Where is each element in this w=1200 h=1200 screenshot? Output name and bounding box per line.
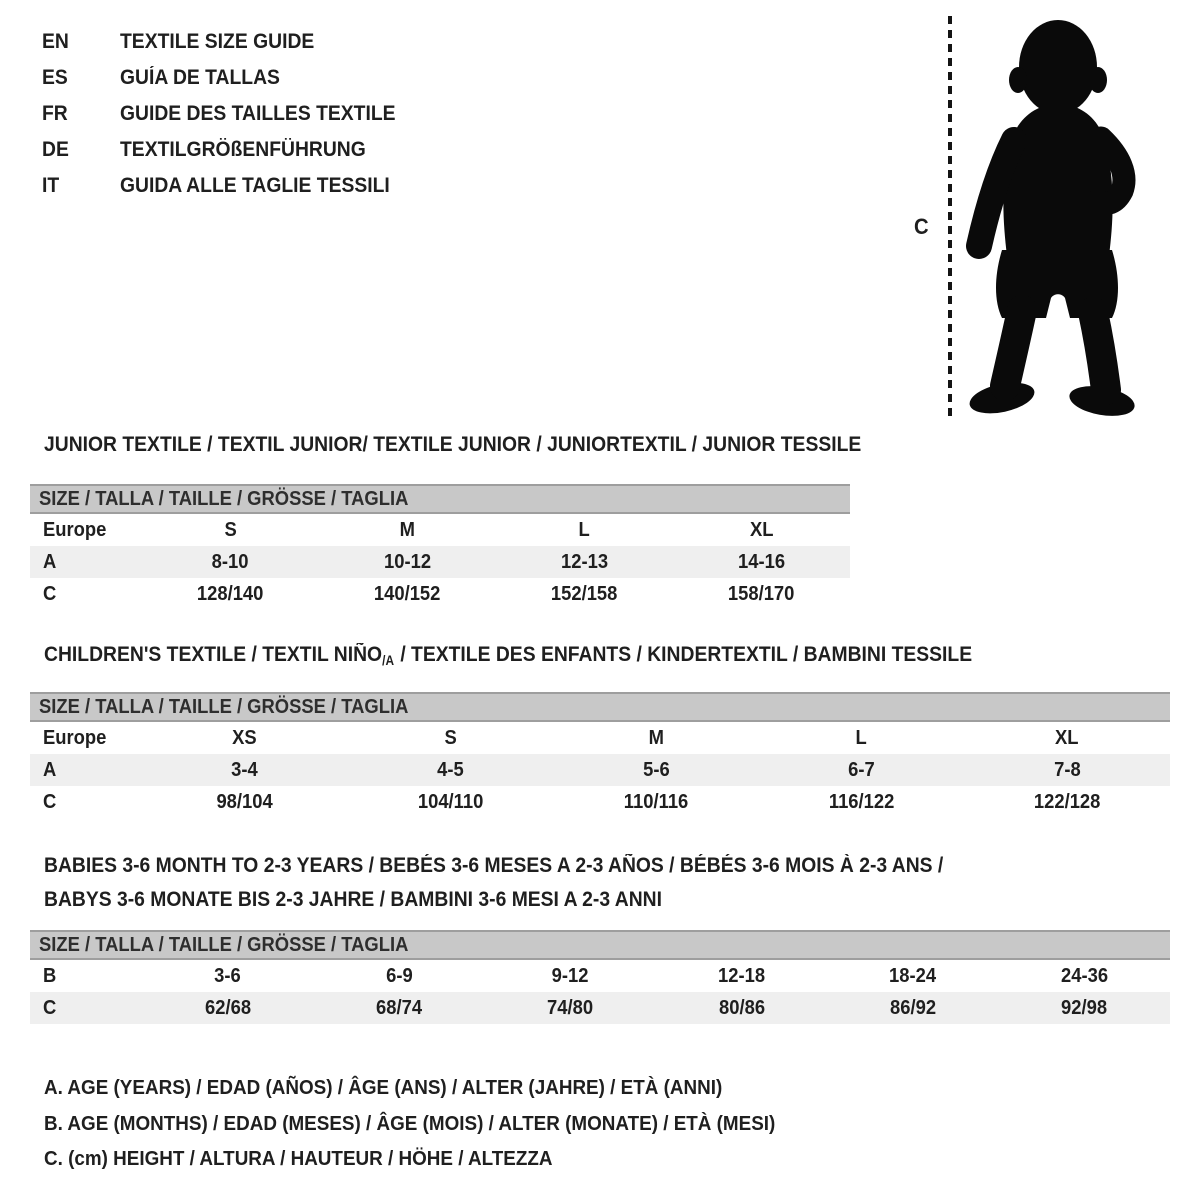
size-cell: L [578, 518, 591, 541]
table-row-months [30, 960, 1170, 992]
height-cell: 122/128 [1033, 790, 1101, 813]
size-cell: M [648, 726, 664, 749]
age-cell: 14-16 [737, 550, 786, 573]
row-label: C [43, 790, 57, 813]
table-row-europe [30, 722, 1170, 754]
months-cell: 6-9 [385, 964, 413, 987]
language-row [42, 96, 419, 132]
height-dashed-line [948, 16, 952, 418]
legend-line-b: B. AGE (MONTHS) / EDAD (MESES) / ÂGE (MOIS) / ALTER (MONATE) / ETÀ (MESI) [44, 1111, 776, 1135]
size-cell: XL [749, 518, 774, 541]
legend-line-c: C. (cm) HEIGHT / ALTURA / HAUTEUR / HÖHE / ALTEZZA [44, 1147, 553, 1170]
children-section-title: CHILDREN'S TEXTILE / TEXTIL NIÑO/A / TEXTILE DES ENFANTS / KINDERTEXTIL / BAMBINI TESSILE [44, 643, 973, 668]
age-cell: 12-13 [560, 550, 609, 573]
months-cell: 24-36 [1060, 964, 1108, 987]
language-row [42, 132, 419, 168]
guide-title: GUÍA DE TALLAS [120, 66, 280, 89]
size-cell: L [855, 726, 868, 749]
months-cell: 9-12 [551, 964, 589, 987]
size-cell: XS [232, 726, 258, 749]
legend [44, 1070, 839, 1177]
height-cell: 116/122 [828, 790, 895, 813]
size-cell: S [444, 726, 457, 749]
children-table [30, 692, 1170, 818]
row-label: C [43, 996, 57, 1019]
table-row-europe [30, 514, 850, 546]
height-cell: 74/80 [547, 996, 594, 1019]
row-label: Europe [43, 726, 107, 749]
months-cell: 3-6 [214, 964, 241, 987]
babies-title-line1: BABIES 3-6 MONTH TO 2-3 YEARS / BEBÉS 3-6 MESES A 2-3 AÑOS / BÉBÉS 3-6 MOIS À 2-3 ANS / [44, 854, 944, 877]
row-label: A [43, 550, 57, 573]
height-cell: 68/74 [375, 996, 423, 1019]
height-cell: 152/158 [551, 582, 618, 605]
legend-line-a: A. AGE (YEARS) / EDAD (AÑOS) / ÂGE (ANS) / ALTER (JAHRE) / ETÀ (ANNI) [44, 1076, 723, 1099]
size-cell: M [399, 518, 416, 541]
nino-a-subscript: /A [382, 652, 395, 668]
size-header-bar: SIZE / TALLA / TAILLE / GRÖSSE / TAGLIA [30, 692, 1170, 722]
age-cell: 4-5 [437, 758, 464, 781]
language-code: EN [42, 30, 69, 53]
table-row-age [30, 546, 850, 578]
guide-title: GUIDE DES TAILLES TEXTILE [120, 102, 396, 125]
height-cell: 62/68 [204, 996, 251, 1019]
language-code: ES [42, 66, 68, 89]
months-cell: 12-18 [718, 964, 766, 987]
age-cell: 5-6 [642, 758, 670, 781]
height-cell: 110/116 [623, 790, 689, 813]
babies-title-line2: BABYS 3-6 MONATE BIS 2-3 JAHRE / BAMBINI 3-6 MESI A 2-3 ANNI [44, 888, 662, 911]
row-label: Europe [43, 518, 107, 541]
age-cell: 8-10 [212, 550, 249, 573]
months-cell: 18-24 [889, 964, 937, 987]
height-cell: 86/92 [889, 996, 936, 1019]
table-row-height [30, 992, 1170, 1024]
age-cell: 10-12 [383, 550, 432, 573]
table-row-height [30, 578, 850, 610]
age-cell: 3-4 [231, 758, 259, 781]
age-cell: 6-7 [848, 758, 875, 781]
junior-table [30, 484, 850, 610]
guide-title: GUIDA ALLE TAGLIE TESSILI [120, 174, 390, 197]
height-cell: 104/110 [417, 790, 484, 813]
age-cell: 7-8 [1053, 758, 1081, 781]
size-cell: XL [1055, 726, 1079, 749]
size-header-bar: SIZE / TALLA / TAILLE / GRÖSSE / TAGLIA [30, 930, 1170, 960]
babies-table [30, 930, 1170, 1024]
guide-title: TEXTILE SIZE GUIDE [120, 30, 315, 53]
language-row [42, 60, 419, 96]
height-cell: 80/86 [718, 996, 765, 1019]
row-label: A [43, 758, 57, 781]
toddler-silhouette-icon [958, 14, 1148, 418]
language-row [42, 168, 419, 204]
height-measure-label: C [914, 214, 929, 239]
size-header-bar: SIZE / TALLA / TAILLE / GRÖSSE / TAGLIA [30, 484, 850, 514]
language-title-list [42, 24, 419, 204]
height-cell: 128/140 [197, 582, 264, 605]
height-cell: 140/152 [374, 582, 441, 605]
height-cell: 92/98 [1061, 996, 1108, 1019]
size-cell: S [224, 518, 237, 541]
table-row-age [30, 754, 1170, 786]
row-label: C [43, 582, 57, 605]
guide-title: TEXTILGRÖßENFÜHRUNG [120, 138, 366, 161]
language-code: FR [42, 102, 68, 125]
language-row [42, 24, 419, 60]
language-code: IT [42, 174, 60, 197]
junior-section-title: JUNIOR TEXTILE / TEXTIL JUNIOR/ TEXTILE JUNIOR / JUNIORTEXTIL / JUNIOR TESSILE [44, 433, 862, 456]
language-code: DE [42, 138, 69, 161]
babies-section-title [44, 849, 1022, 917]
height-cell: 98/104 [216, 790, 273, 813]
table-row-height [30, 786, 1170, 818]
row-label: B [43, 964, 57, 987]
height-cell: 158/170 [728, 582, 795, 605]
